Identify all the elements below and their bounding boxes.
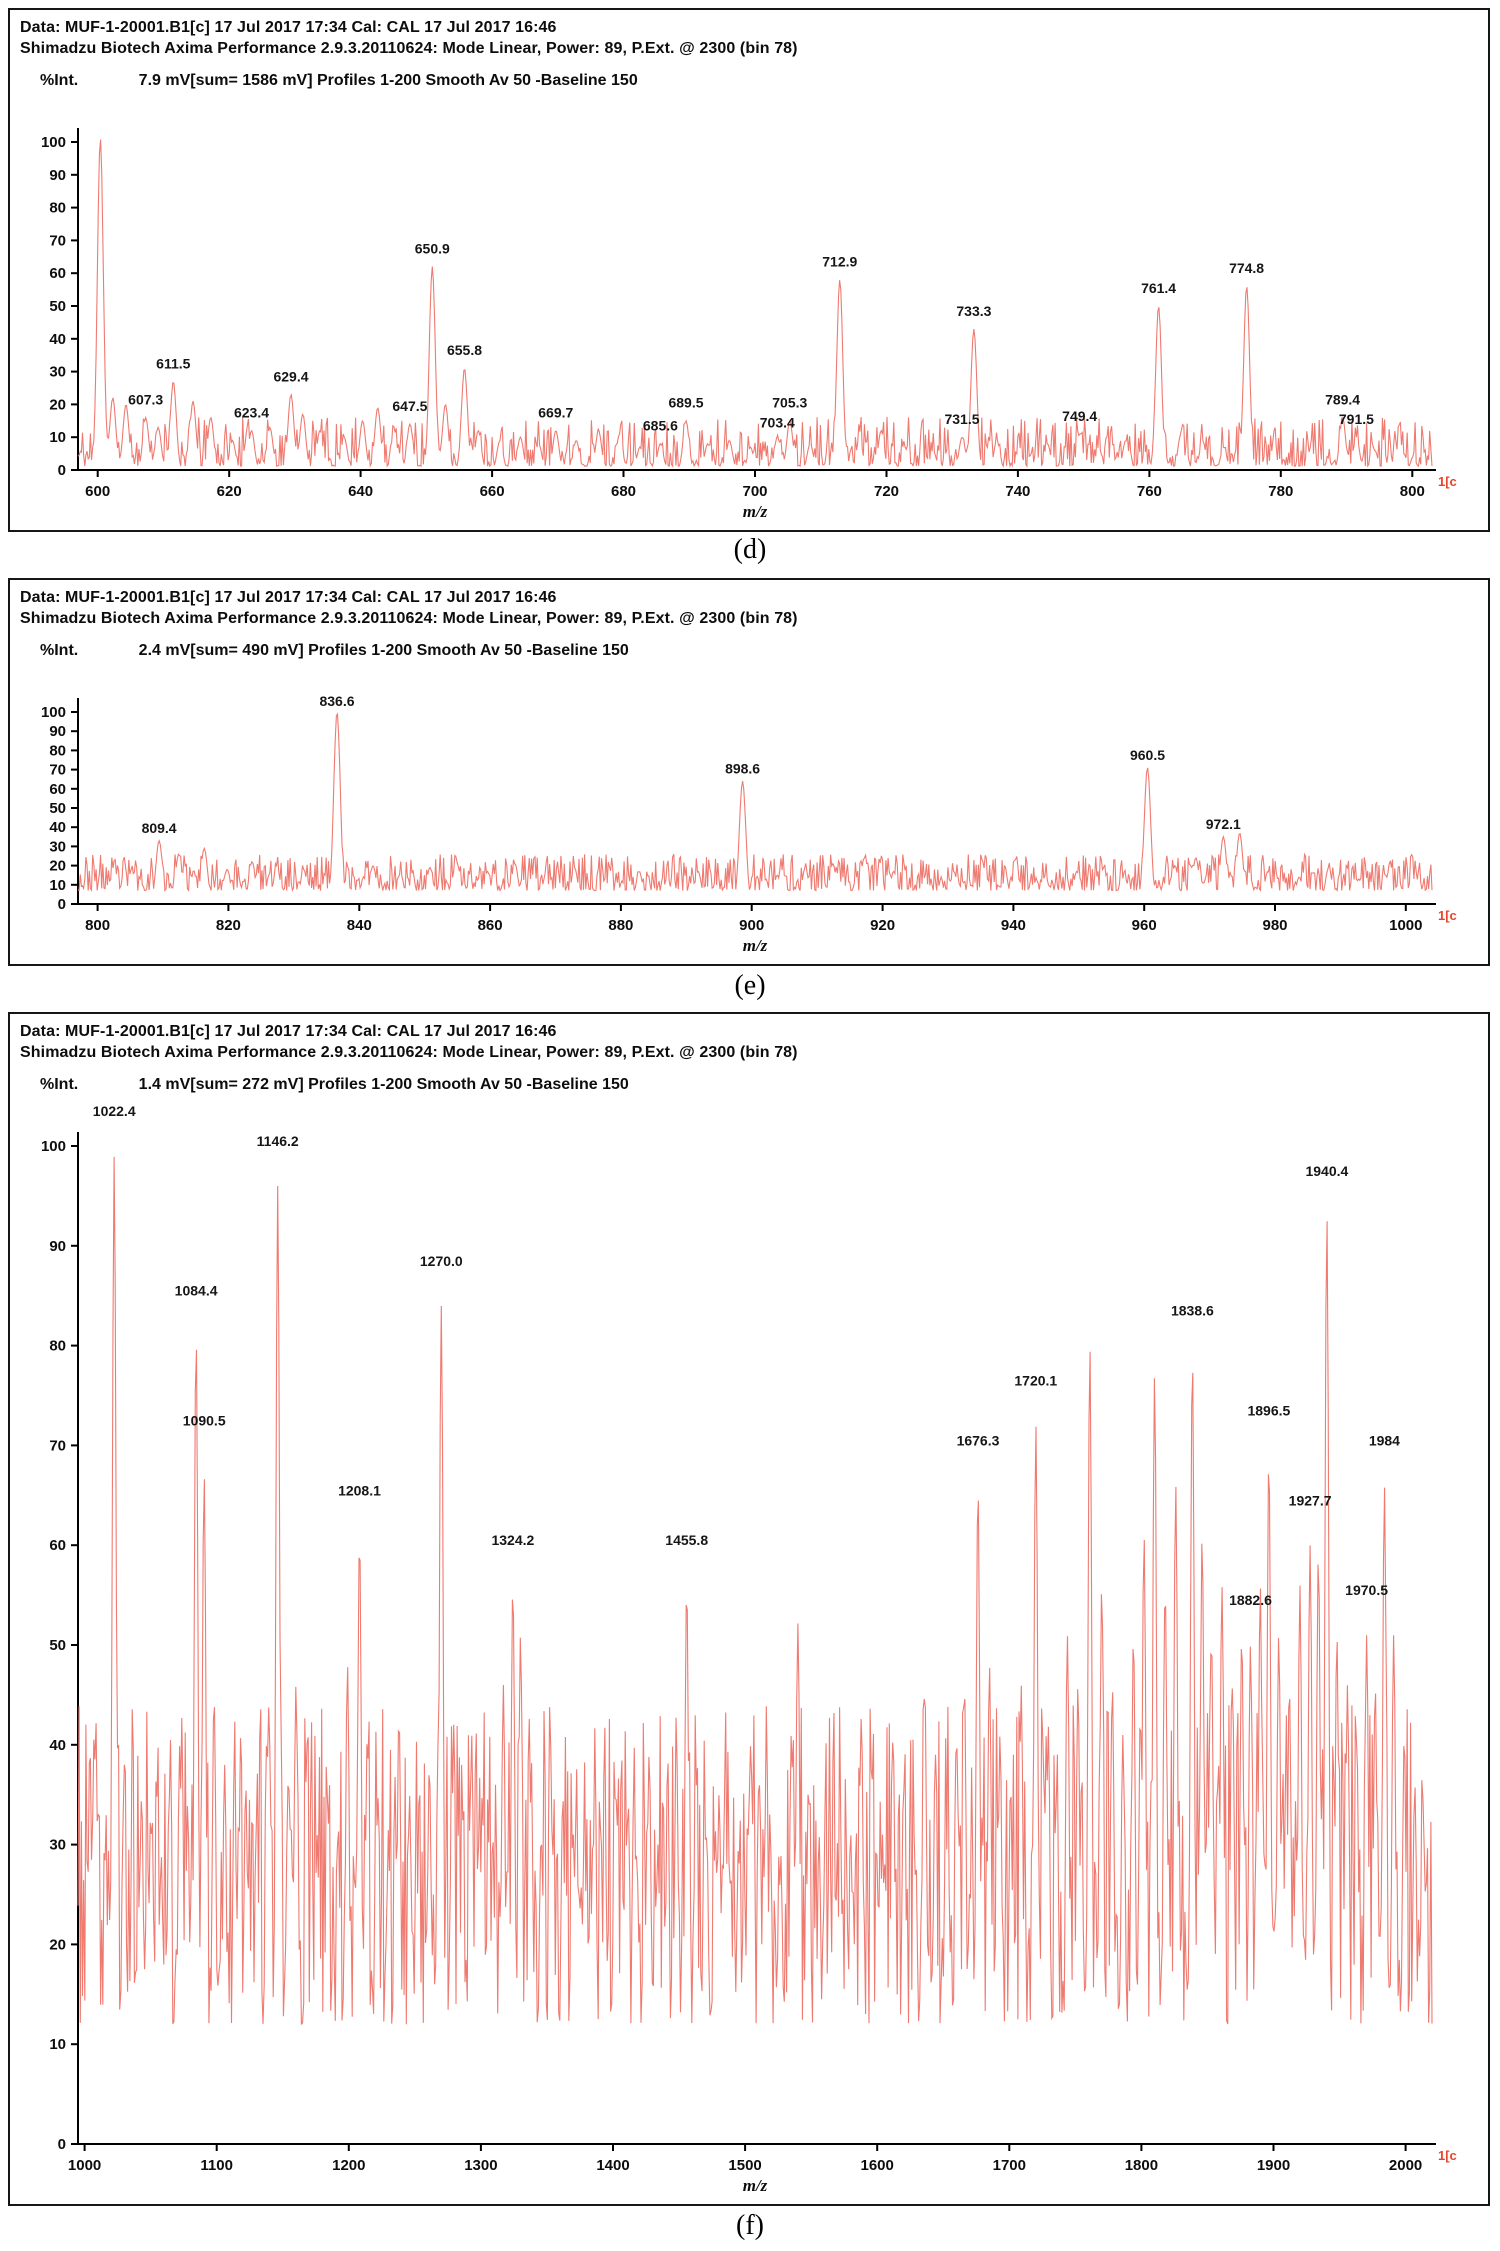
mass-spectrum-chart-d	[12, 102, 1486, 526]
panel-header	[10, 1014, 1488, 1063]
svg-text:1324.2: 1324.2	[491, 1532, 535, 1549]
instrument-header-line: Shimadzu Biotech Axima Performance 2.9.3.20110624: Mode Linear, Power: 89, P.Ext. @ 2300 (bin 78)	[20, 1044, 798, 1061]
svg-text:1100: 1100	[200, 2157, 233, 2174]
svg-text:1896.5: 1896.5	[1247, 1402, 1291, 1419]
svg-text:1940.4: 1940.4	[1305, 1162, 1349, 1179]
svg-text:1000: 1000	[1389, 917, 1423, 934]
panel-header	[10, 10, 1488, 59]
y-axis-title: %Int.	[40, 642, 79, 659]
svg-text:880: 880	[608, 917, 634, 934]
svg-text:1720.1: 1720.1	[1014, 1372, 1058, 1389]
svg-text:607.3: 607.3	[128, 391, 164, 408]
svg-text:30: 30	[49, 838, 66, 856]
svg-text:669.7: 669.7	[538, 404, 574, 421]
svg-text:1090.5: 1090.5	[182, 1412, 226, 1429]
svg-text:900: 900	[739, 917, 765, 934]
svg-text:90: 90	[49, 1237, 66, 1255]
svg-text:920: 920	[870, 917, 896, 934]
svg-text:800: 800	[1399, 483, 1425, 500]
svg-text:1838.6: 1838.6	[1170, 1302, 1214, 1319]
svg-text:680: 680	[610, 483, 637, 500]
svg-text:705.3: 705.3	[772, 394, 808, 411]
svg-text:30: 30	[49, 1836, 66, 1854]
svg-text:761.4: 761.4	[1141, 279, 1177, 296]
svg-text:980: 980	[1262, 917, 1288, 934]
svg-text:972.1: 972.1	[1205, 816, 1241, 833]
svg-text:1300: 1300	[464, 2157, 498, 2174]
y-axis-title: %Int.	[40, 72, 79, 89]
svg-text:689.5: 689.5	[668, 394, 704, 411]
svg-text:80: 80	[49, 199, 66, 217]
svg-text:1900: 1900	[1256, 2157, 1291, 2174]
svg-text:50: 50	[49, 298, 66, 315]
svg-text:1[c: 1[c	[1438, 908, 1457, 923]
svg-text:655.8: 655.8	[446, 342, 483, 359]
svg-text:20: 20	[49, 396, 66, 414]
svg-text:0: 0	[57, 462, 66, 479]
svg-text:1[c: 1[c	[1438, 2148, 1457, 2163]
svg-text:0: 0	[57, 2136, 66, 2153]
spectrum-panel-d	[8, 8, 1490, 532]
svg-text:2000: 2000	[1388, 2157, 1423, 2174]
signal-info-row	[10, 1076, 1488, 1094]
svg-text:774.8: 774.8	[1229, 260, 1265, 277]
svg-text:620: 620	[216, 483, 242, 500]
svg-text:1022.4: 1022.4	[92, 1106, 136, 1120]
svg-text:50: 50	[49, 800, 66, 817]
svg-text:1000: 1000	[67, 2157, 102, 2174]
svg-text:898.6: 898.6	[725, 760, 761, 777]
svg-text:733.3: 733.3	[956, 302, 992, 319]
svg-text:789.4: 789.4	[1325, 391, 1361, 408]
svg-text:940: 940	[1000, 917, 1026, 934]
svg-text:1984: 1984	[1368, 1432, 1400, 1449]
svg-text:10: 10	[49, 2036, 66, 2054]
svg-text:1600: 1600	[860, 2157, 894, 2174]
svg-text:100: 100	[40, 704, 66, 721]
svg-text:80: 80	[49, 1337, 66, 1355]
data-header-line: Data: MUF-1-20001.B1[c] 17 Jul 2017 17:34 Cal: CAL 17 Jul 2017 16:46	[20, 589, 557, 606]
svg-text:80: 80	[49, 742, 66, 760]
svg-text:60: 60	[49, 1537, 66, 1555]
svg-text:10: 10	[49, 876, 66, 894]
svg-text:703.4: 703.4	[759, 414, 795, 431]
svg-text:100: 100	[40, 1138, 66, 1155]
svg-text:1700: 1700	[992, 2157, 1026, 2174]
svg-text:1146.2: 1146.2	[256, 1133, 299, 1149]
svg-text:629.4: 629.4	[273, 368, 309, 385]
svg-text:700: 700	[742, 483, 768, 500]
spectrum-panel-e	[8, 578, 1490, 966]
svg-text:749.4: 749.4	[1062, 407, 1098, 424]
svg-text:1208.1: 1208.1	[338, 1482, 381, 1499]
signal-info: 7.9 mV[sum= 1586 mV] Profiles 1-200 Smooth Av 50 -Baseline 150	[138, 72, 638, 89]
svg-text:m/z: m/z	[742, 936, 768, 955]
svg-text:30: 30	[49, 363, 66, 381]
svg-text:731.5: 731.5	[944, 411, 980, 428]
instrument-header-line: Shimadzu Biotech Axima Performance 2.9.3.20110624: Mode Linear, Power: 89, P.Ext. @ 2300 (bin 78)	[20, 40, 798, 57]
svg-text:90: 90	[49, 723, 66, 741]
svg-text:600: 600	[85, 483, 111, 500]
svg-text:1882.6: 1882.6	[1229, 1592, 1272, 1609]
svg-text:m/z: m/z	[742, 2176, 768, 2195]
mass-spectrum-chart-e	[12, 672, 1486, 960]
svg-text:20: 20	[49, 857, 66, 875]
instrument-header-line: Shimadzu Biotech Axima Performance 2.9.3.20110624: Mode Linear, Power: 89, P.Ext. @ 2300 (bin 78)	[20, 610, 798, 627]
svg-text:0: 0	[57, 896, 66, 913]
svg-text:740: 740	[1005, 483, 1031, 500]
signal-info: 2.4 mV[sum= 490 mV] Profiles 1-200 Smooth Av 50 -Baseline 150	[138, 642, 629, 659]
svg-text:1270.0: 1270.0	[419, 1252, 463, 1269]
signal-info-row	[10, 642, 1488, 660]
svg-text:640: 640	[348, 483, 374, 500]
svg-text:70: 70	[49, 232, 66, 250]
svg-text:712.9: 712.9	[822, 253, 858, 270]
signal-info: 1.4 mV[sum= 272 mV] Profiles 1-200 Smooth Av 50 -Baseline 150	[138, 1076, 629, 1093]
svg-text:836.6: 836.6	[319, 693, 355, 710]
signal-info-row	[10, 72, 1488, 90]
svg-text:1676.3: 1676.3	[956, 1432, 1000, 1449]
svg-text:650.9: 650.9	[414, 240, 450, 257]
svg-text:1084.4: 1084.4	[174, 1282, 218, 1299]
svg-text:10: 10	[49, 429, 66, 447]
svg-text:809.4: 809.4	[141, 820, 177, 836]
svg-text:1400: 1400	[596, 2157, 630, 2174]
mass-spectrum-chart-f	[12, 1106, 1486, 2200]
svg-text:20: 20	[49, 1936, 66, 1954]
svg-text:660: 660	[479, 483, 505, 500]
spectrum-panel-f	[8, 1012, 1490, 2206]
svg-text:720: 720	[873, 483, 900, 500]
svg-text:860: 860	[477, 917, 503, 934]
svg-text:40: 40	[49, 330, 66, 348]
svg-text:780: 780	[1268, 483, 1294, 500]
svg-text:1200: 1200	[332, 2157, 366, 2174]
svg-text:m/z: m/z	[742, 502, 768, 521]
svg-text:1927.7: 1927.7	[1288, 1492, 1332, 1509]
svg-text:70: 70	[49, 1437, 66, 1455]
svg-text:40: 40	[49, 819, 66, 837]
data-header-line: Data: MUF-1-20001.B1[c] 17 Jul 2017 17:34 Cal: CAL 17 Jul 2017 16:46	[20, 1023, 557, 1040]
svg-text:840: 840	[346, 917, 372, 934]
svg-text:960: 960	[1131, 917, 1157, 934]
svg-text:791.5: 791.5	[1338, 411, 1374, 428]
panel-caption-f: (f)	[736, 2210, 764, 2241]
svg-text:760: 760	[1136, 483, 1162, 500]
panel-caption-d: (d)	[733, 534, 767, 565]
svg-text:685.6: 685.6	[642, 417, 678, 434]
svg-text:50: 50	[49, 1637, 66, 1654]
svg-text:800: 800	[85, 917, 111, 934]
svg-text:1[c: 1[c	[1438, 474, 1457, 489]
svg-text:60: 60	[49, 265, 66, 283]
svg-text:611.5: 611.5	[156, 355, 191, 372]
y-axis-title: %Int.	[40, 1076, 79, 1093]
svg-text:100: 100	[40, 134, 66, 151]
svg-text:1455.8: 1455.8	[665, 1532, 709, 1549]
svg-text:820: 820	[215, 917, 241, 934]
svg-text:70: 70	[49, 761, 66, 779]
svg-text:1970.5: 1970.5	[1345, 1582, 1389, 1599]
svg-text:40: 40	[49, 1736, 66, 1754]
svg-text:960.5: 960.5	[1129, 747, 1166, 763]
svg-text:623.4: 623.4	[233, 404, 270, 421]
data-header-line: Data: MUF-1-20001.B1[c] 17 Jul 2017 17:34 Cal: CAL 17 Jul 2017 16:46	[20, 19, 557, 36]
svg-text:1800: 1800	[1124, 2157, 1159, 2174]
panel-caption-e: (e)	[734, 970, 766, 1001]
panel-header	[10, 580, 1488, 629]
svg-text:647.5: 647.5	[392, 398, 428, 414]
svg-text:90: 90	[49, 166, 66, 184]
svg-text:1500: 1500	[728, 2157, 762, 2174]
svg-text:60: 60	[49, 780, 66, 798]
